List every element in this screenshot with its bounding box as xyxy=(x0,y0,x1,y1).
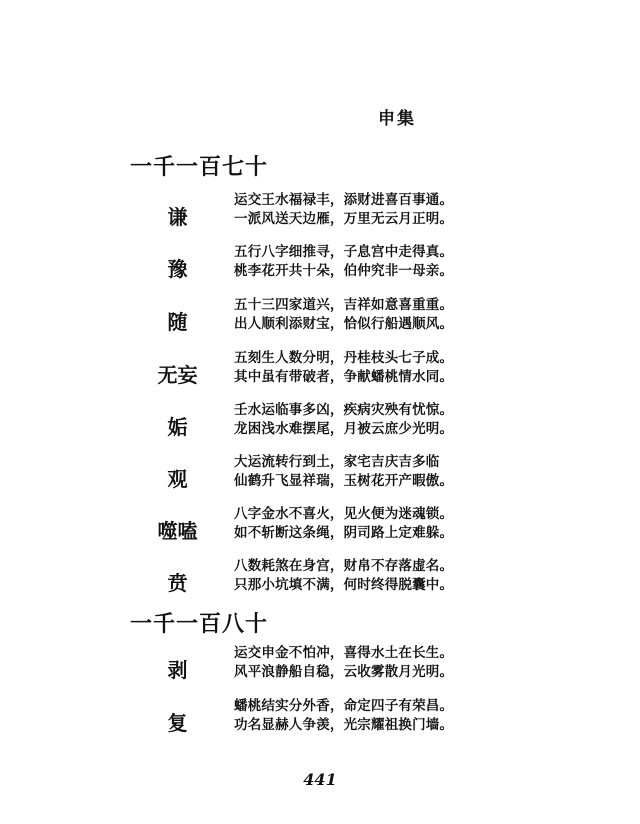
verse-entry xyxy=(130,401,490,453)
verse-line: 龙困浅水难摆尾，月被云庶少光明。 xyxy=(234,421,454,437)
verse-block xyxy=(234,191,484,229)
verse-entry xyxy=(130,557,490,609)
verse-line: 五行八字细推寻，子息宫中走得真。 xyxy=(234,244,454,260)
verse-line: 功名显赫人争羡，光宗耀祖换门墙。 xyxy=(234,717,454,733)
verse-block xyxy=(234,296,484,334)
hexagram-name: 谦 xyxy=(167,205,188,229)
hexagram-name: 复 xyxy=(167,711,188,735)
verse-line: 八字金水不喜火，见火便为迷魂锁。 xyxy=(234,506,454,522)
verse-block xyxy=(234,505,484,543)
running-head: 申集 xyxy=(378,109,416,129)
section-heading: 一千一百八十 xyxy=(130,611,269,637)
verse-entry xyxy=(130,349,490,401)
verse-line: 一派风送天边雁，万里无云月正明。 xyxy=(234,211,454,227)
hexagram-name: 无妄 xyxy=(157,363,198,387)
verse-line: 风平浪静船自稳，云收雾散月光明。 xyxy=(234,664,454,680)
verse-entry xyxy=(130,644,490,696)
verse-block xyxy=(234,349,484,387)
verse-entry xyxy=(130,243,490,295)
page-number: 441 xyxy=(303,770,337,789)
verse-line: 出人顺利添财宝，恰似行船遇顺风。 xyxy=(234,316,454,332)
hexagram-name: 随 xyxy=(167,310,188,334)
verse-line: 仙鹤升飞显祥瑞，玉树花开产暇傲。 xyxy=(234,473,454,489)
hexagram-name: 观 xyxy=(167,467,188,491)
verse-block xyxy=(234,401,484,439)
hexagram-name: 豫 xyxy=(167,257,188,281)
verse-line: 五刻生人数分明，丹桂枝头七子成。 xyxy=(234,350,454,366)
verse-block xyxy=(234,644,484,682)
verse-line: 如不斩断这条绳，阴司路上定难躲。 xyxy=(234,525,454,541)
verse-line: 桃李花开共十朵，伯仲究非一母亲。 xyxy=(234,263,454,279)
verse-entry xyxy=(130,191,490,243)
verse-line: 只那小坑填不满，何时终得脱囊中。 xyxy=(234,577,454,593)
hexagram-name: 噬嗑 xyxy=(157,519,198,543)
verse-entry xyxy=(130,453,490,505)
verse-line: 其中虽有带破者，争献蟠桃情水同。 xyxy=(234,369,454,385)
verse-block xyxy=(234,453,484,491)
verse-block xyxy=(234,697,484,735)
verse-line: 八数耗煞在身宫，财帛不存落虚名。 xyxy=(234,558,454,574)
verse-line: 五十三四家道兴，吉祥如意喜重重。 xyxy=(234,297,454,313)
hexagram-name: 剥 xyxy=(167,658,188,682)
verse-block xyxy=(234,557,484,595)
verse-block xyxy=(234,243,484,281)
verse-line: 大运流转行到土，家宅吉庆吉多临 xyxy=(234,454,440,470)
verse-line: 运交申金不怕冲，喜得水土在长生。 xyxy=(234,645,454,661)
section-heading: 一千一百七十 xyxy=(130,154,269,180)
hexagram-name: 姤 xyxy=(167,415,188,439)
verse-line: 运交王水福禄丰，添财进喜百事通。 xyxy=(234,192,454,208)
verse-entry xyxy=(130,296,490,348)
hexagram-name: 贲 xyxy=(167,571,188,595)
verse-entry xyxy=(130,505,490,557)
verse-entry xyxy=(130,697,490,749)
verse-line: 蟠桃结实分外香，命定四子有荣昌。 xyxy=(234,698,454,714)
verse-line: 壬水运临事多凶，疾病灾殃有忧惊。 xyxy=(234,402,454,418)
